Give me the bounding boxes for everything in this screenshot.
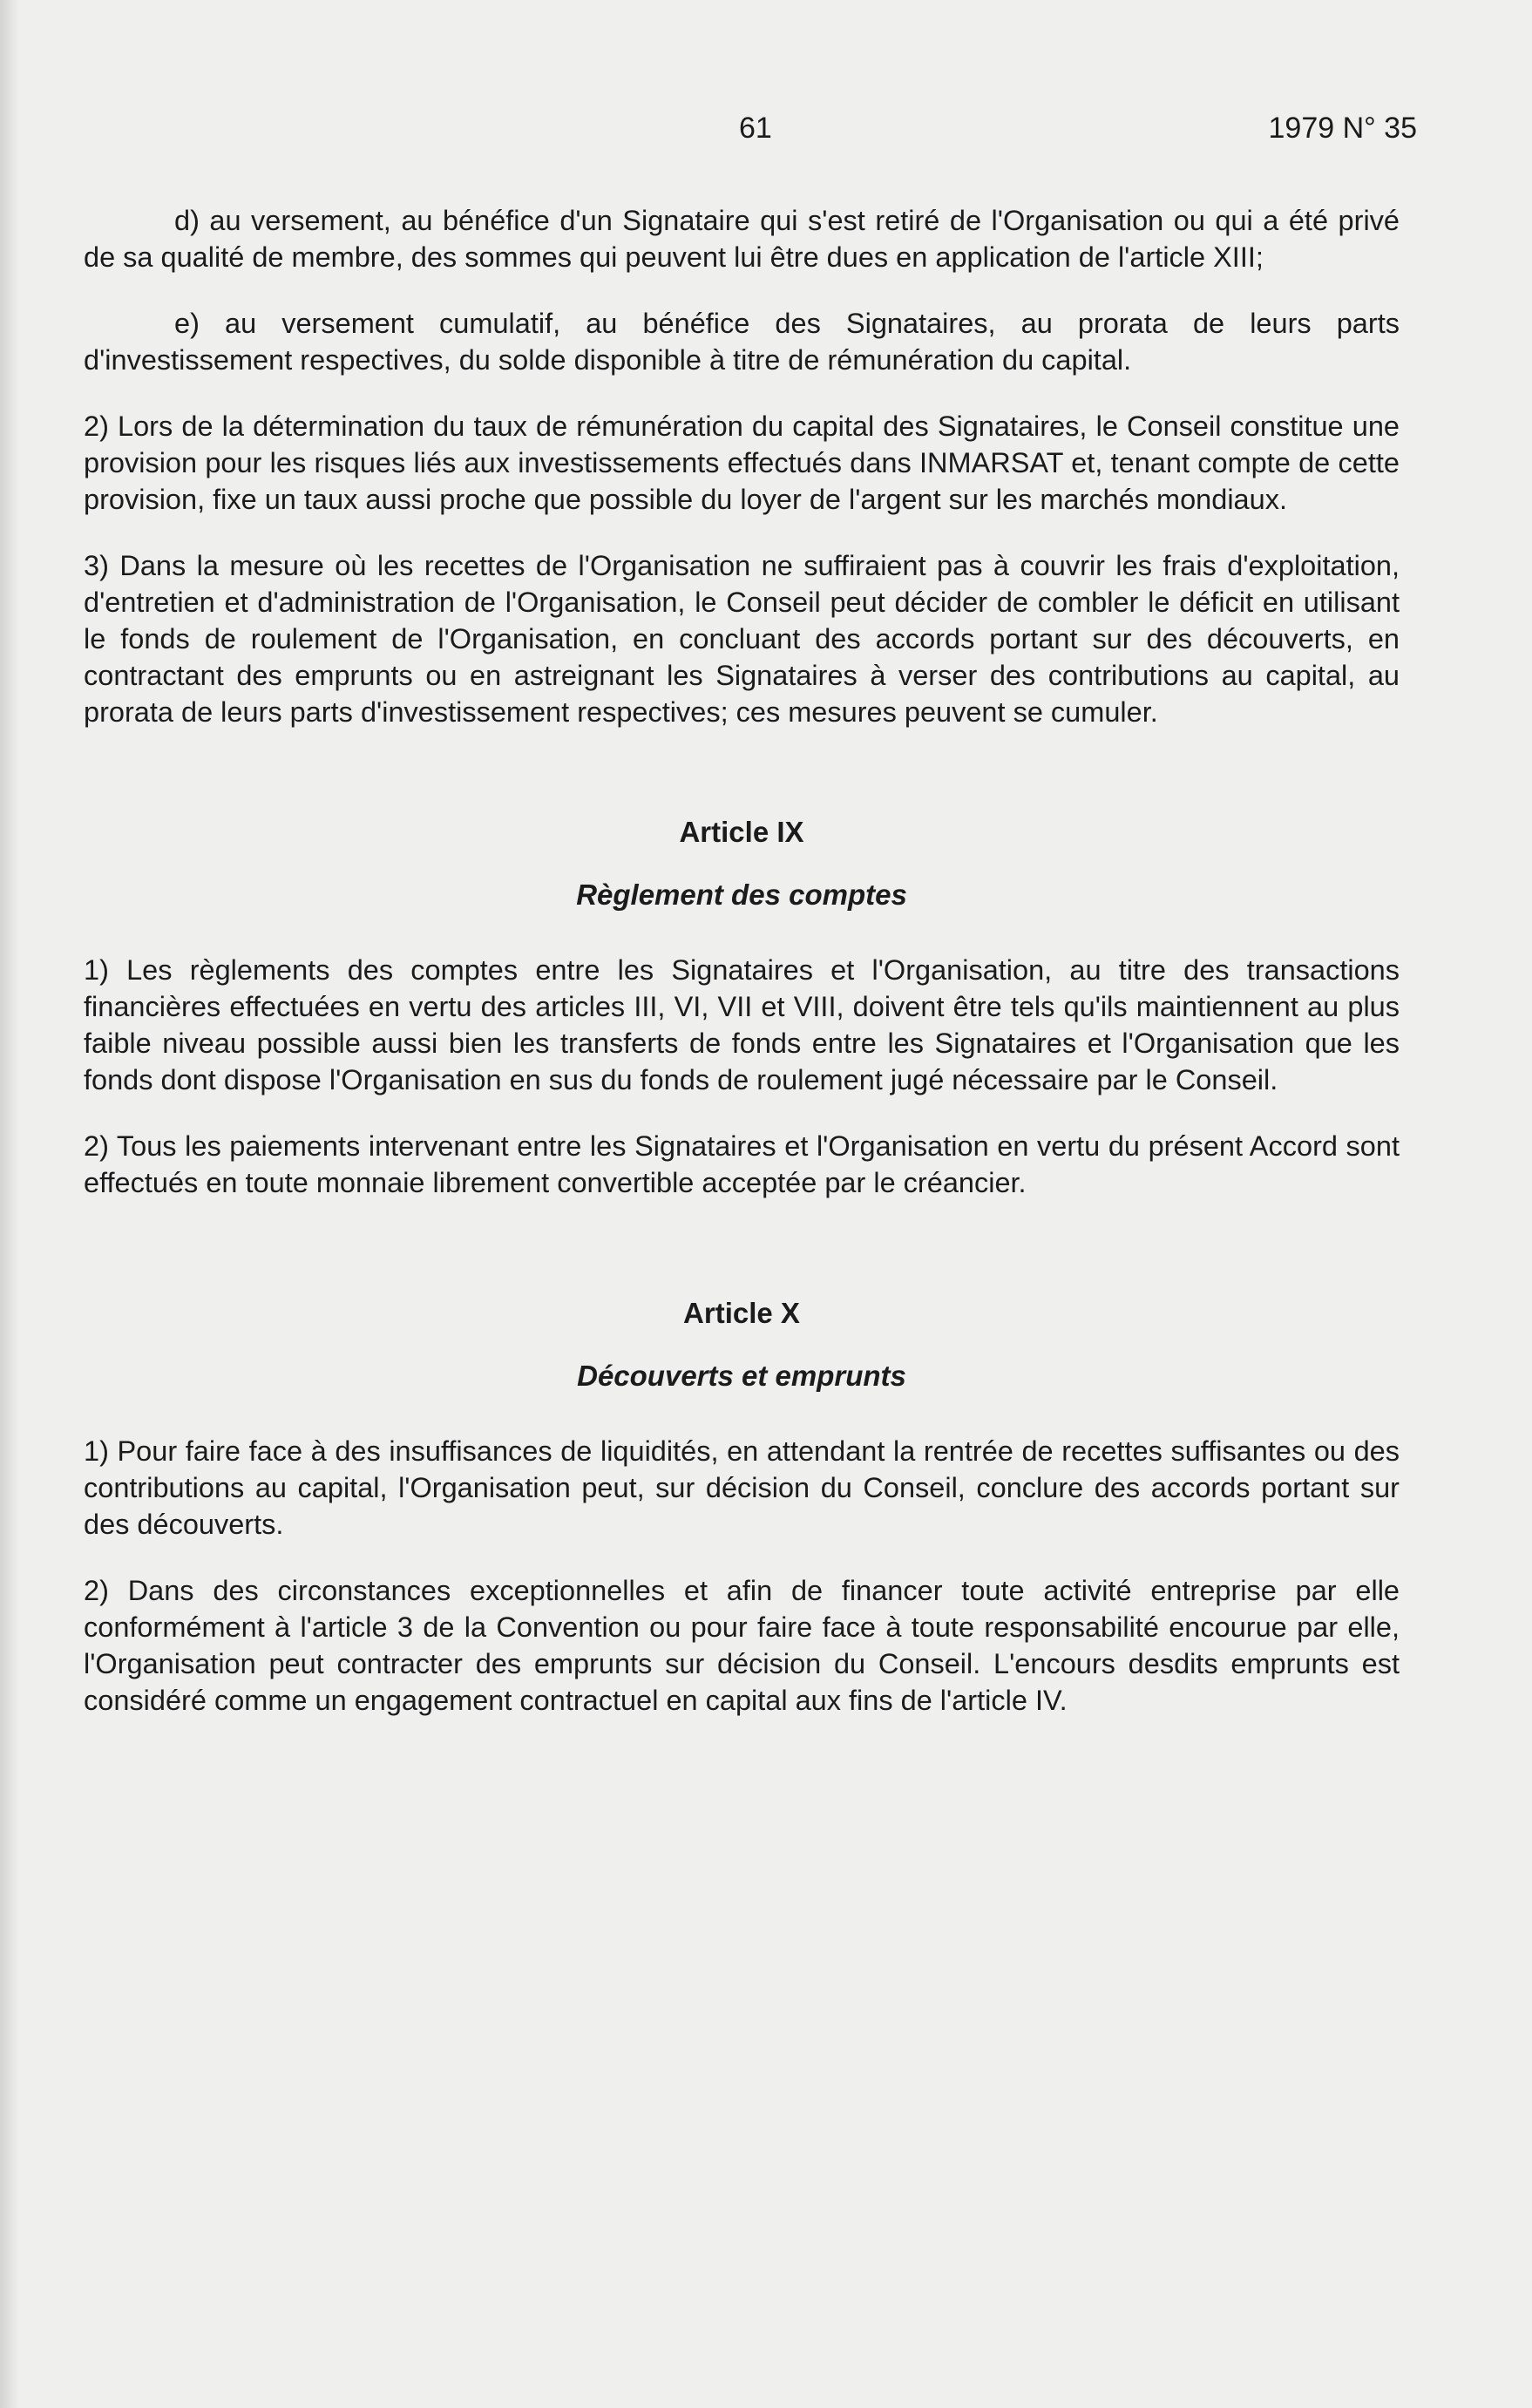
article-x-paragraph-1: 1) Pour faire face à des insuffisances de liquidités, en attendant la rentrée de recettes suffisantes ou des contributions au capital, l'Organisation peut, sur décision du Conseil, conclure des accords portant sur des découverts. <box>84 1435 1400 1540</box>
page-number: 61 <box>739 112 772 145</box>
article-x-title: Article X <box>683 1297 800 1329</box>
document-body <box>84 202 1400 1748</box>
article-ix-title: Article IX <box>679 816 804 848</box>
article-x-subtitle: Découverts et emprunts <box>577 1360 906 1392</box>
paragraph-e: e) au versement cumulatif, au bénéfice des Signataires, au prorata de leurs parts d'investissement respectives, du solde disponible à titre de rémunération du capital. <box>84 308 1400 376</box>
paragraph-2: 2) Lors de la détermination du taux de rémunération du capital des Signataires, le Conseil constitue une provision pour les risques liés aux investissements effectués dans INMARSAT et, tenant compte de cette provision, fixe un taux aussi proche que possible du loyer de l'argent sur les marchés mondiaux. <box>84 410 1400 515</box>
article-x-paragraph-2: 2) Dans des circonstances exceptionnelles et afin de financer toute activité entreprise par elle conformément à l'article 3 de la Convention ou pour faire face à toute responsabilité encourue par elle, l'Organisation peut contracter des emprunts sur décision du Conseil. L'encours desdits emprunts est considéré comme un engagement contractuel en capital aux fins de l'article IV. <box>84 1575 1400 1716</box>
article-ix-paragraph-1: 1) Les règlements des comptes entre les Signataires et l'Organisation, au titre des transactions financières effectuées en vertu des articles III, VI, VII et VIII, doivent être tels qu'ils maintiennent au plus faible niveau possible aussi bien les transferts de fonds entre les Signataires et l'Organisation que les fonds dont dispose l'Organisation en sus du fonds de roulement jugé nécessaire par le Conseil. <box>84 954 1400 1095</box>
document-reference: 1979 N° 35 <box>1268 112 1417 145</box>
page-header <box>0 112 1532 155</box>
paragraph-d: d) au versement, au bénéfice d'un Signataire qui s'est retiré de l'Organisation ou qui a été privé de sa qualité de membre, des sommes qui peuvent lui être dues en application de l'article XIII; <box>84 205 1400 273</box>
article-ix-paragraph-2: 2) Tous les paiements intervenant entre les Signataires et l'Organisation en vertu du présent Accord sont effectués en toute monnaie librement convertible acceptée par le créancier. <box>84 1130 1400 1198</box>
paragraph-3: 3) Dans la mesure où les recettes de l'Organisation ne suffiraient pas à couvrir les frais d'exploitation, d'entretien et d'administration de l'Organisation, le Conseil peut décider de combler le déficit en utilisant le fonds de roulement de l'Organisation, en concluant des accords portant sur des découverts, en contractant des emprunts ou en astreignant les Signataires à verser des contributions au capital, au prorata de leurs parts d'investissement respectives; ces mesures peuvent se cumuler. <box>84 550 1400 728</box>
page-edge-shadow <box>0 0 19 2408</box>
article-ix-subtitle: Règlement des comptes <box>576 878 907 911</box>
